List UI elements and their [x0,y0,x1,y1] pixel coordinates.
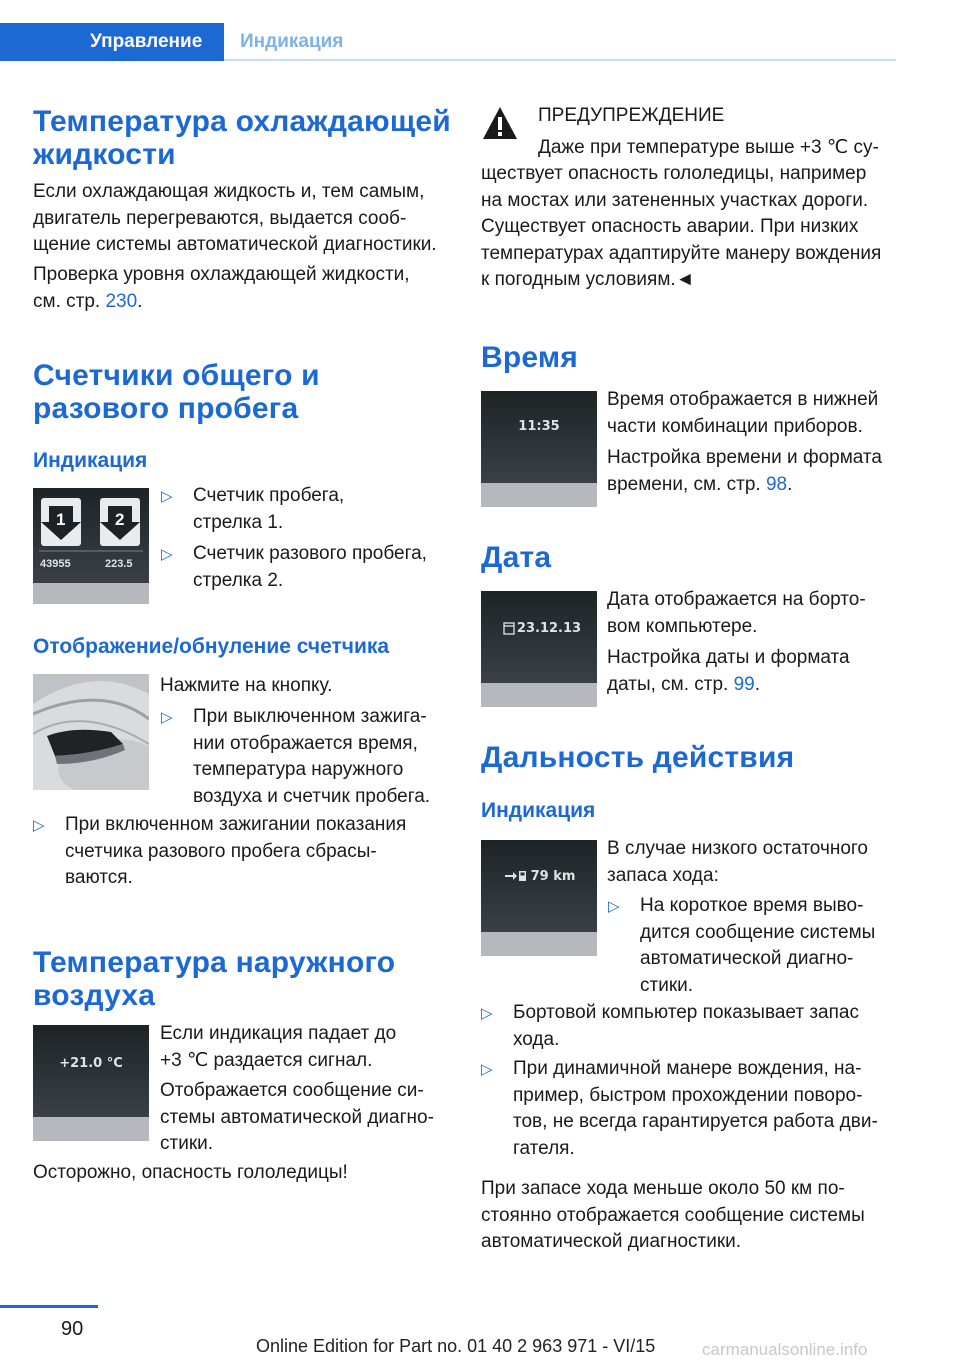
outside-temp-value: +21.0 °C [59,1056,123,1071]
odometer-arrows-icon [33,488,149,604]
header-tabs [0,23,896,63]
outside-temp-display-image [33,1025,149,1141]
bullet-triangle-icon: ▷ [161,709,173,726]
reset-instruction: Нажмите на кнопку. [160,675,333,696]
date-display-image [481,591,597,707]
odometer-display-image [33,488,149,604]
page-link-230[interactable]: 230 [105,290,138,312]
bullet-triangle-icon: ▷ [33,817,45,834]
bullet-triangle-icon: ▷ [161,488,173,505]
date-paragraph: Дата отображается на борто- вом компьютере. [607,589,866,637]
bullet-triangle-icon: ▷ [481,1061,493,1078]
odometer-subtitle: Индикация [33,449,148,472]
bullet-triangle-icon: ▷ [608,898,620,915]
list-item: ▷ Счетчик пробега, стрелка 1. [161,485,345,533]
trip-mileage-value: 223.5 [105,558,133,570]
tab-management[interactable]: Управление [0,23,224,61]
list-item: ▷ Счетчик разового пробега, стрелка 2. [161,543,427,591]
range-subtitle: Индикация [481,799,596,822]
edition-text: Online Edition for Part no. 01 40 2 963 971 - VI/15 [256,1336,656,1356]
coolant-check-paragraph: Проверка уровня охлаждающей жидкости, см. стр. 230. [33,264,410,312]
total-mileage-value: 43955 [40,558,71,570]
date-title: Дата [481,541,552,574]
outside-temp-title: Температура наружного воздуха [33,946,396,1012]
coolant-title: Температура охлаждающей жидкости [33,105,451,171]
time-settings-paragraph: Настройка времени и формата времени, см. стр. 98. [607,447,882,495]
warning-body: ществует опасность гололедицы, например на мостах или затененных участках дороги. Существует опасность аварии. При низких температурах адаптируйте манеру вождения к погодным условиям.◄ [481,163,882,290]
outside-temp-message: Отображается сообщение си- стемы автоматической диагно- стики. [160,1080,434,1154]
list-item: ▷ Бортовой компьютер показывает запас хода. [481,1002,859,1050]
arrow-1-label: 1 [56,510,66,529]
range-paragraph: В случае низкого остаточного запаса хода: [607,838,868,886]
range-title: Дальность действия [481,741,795,774]
reset-knob-picture [33,674,149,790]
date-settings-paragraph: Настройка даты и формата даты, см. стр. 99. [607,647,850,695]
watermark: carmanualsonline.info [702,1340,868,1359]
coolant-paragraph: Если охлаждающая жидкость и, тем самым, двигатель перегреваются, выдается сооб- щение системы автоматической диагностики. [33,181,437,255]
warning-triangle-icon [481,104,519,142]
reset-button-image [33,674,149,790]
arrow-2-label: 2 [115,510,125,529]
date-value: 23.12.13 [516,621,582,636]
tab-display[interactable]: Индикация [240,31,344,52]
warning-line-1: Даже при температуре выше +3 ℃ су- [538,137,879,158]
time-display-image [481,391,597,507]
page-link-98[interactable]: 98 [765,473,788,495]
range-display-image [481,840,597,956]
ice-caution: Осторожно, опасность гололедицы! [33,1162,348,1183]
reset-subtitle: Отображение/обнуление счетчика [33,635,390,658]
warning-title: ПРЕДУПРЕЖДЕНИЕ [538,105,725,126]
bullet-triangle-icon: ▷ [161,546,173,563]
time-value: 11:35 [518,419,560,434]
page-number: 90 [61,1318,84,1340]
odometer-title: Счетчики общего и разового пробега [33,359,320,425]
time-paragraph: Время отображается в нижней части комбинации приборов. [607,389,879,437]
footer-divider [0,1305,98,1308]
list-item: ▷ При включенном зажигании показания счетчика разового пробега сбрасы- ваются. [33,814,407,888]
list-item: ▷ При выключенном зажига- нии отображается время, температура наружного воздуха и счетчик пробега. [161,706,431,807]
outside-temp-paragraph: Если индикация падает до +3 ℃ раздается сигнал. [160,1023,397,1071]
list-item: ▷ При динамичной манере вождения, на- пример, быстром прохождении поворо- тов, не всегда гарантируется работа дви- гателя. [481,1058,878,1159]
time-title: Время [481,341,578,374]
page-link-99[interactable]: 99 [733,673,755,695]
range-value: 79 km [530,869,576,884]
range-low-paragraph: При запасе хода меньше около 50 км по- стоянно отображается сообщение системы автоматической диагностики. [481,1178,865,1252]
list-item: ▷ На короткое время выво- дится сообщение системы автоматической диагно- стики. [608,895,876,996]
tab-underline [224,59,896,61]
bullet-triangle-icon: ▷ [481,1005,493,1022]
